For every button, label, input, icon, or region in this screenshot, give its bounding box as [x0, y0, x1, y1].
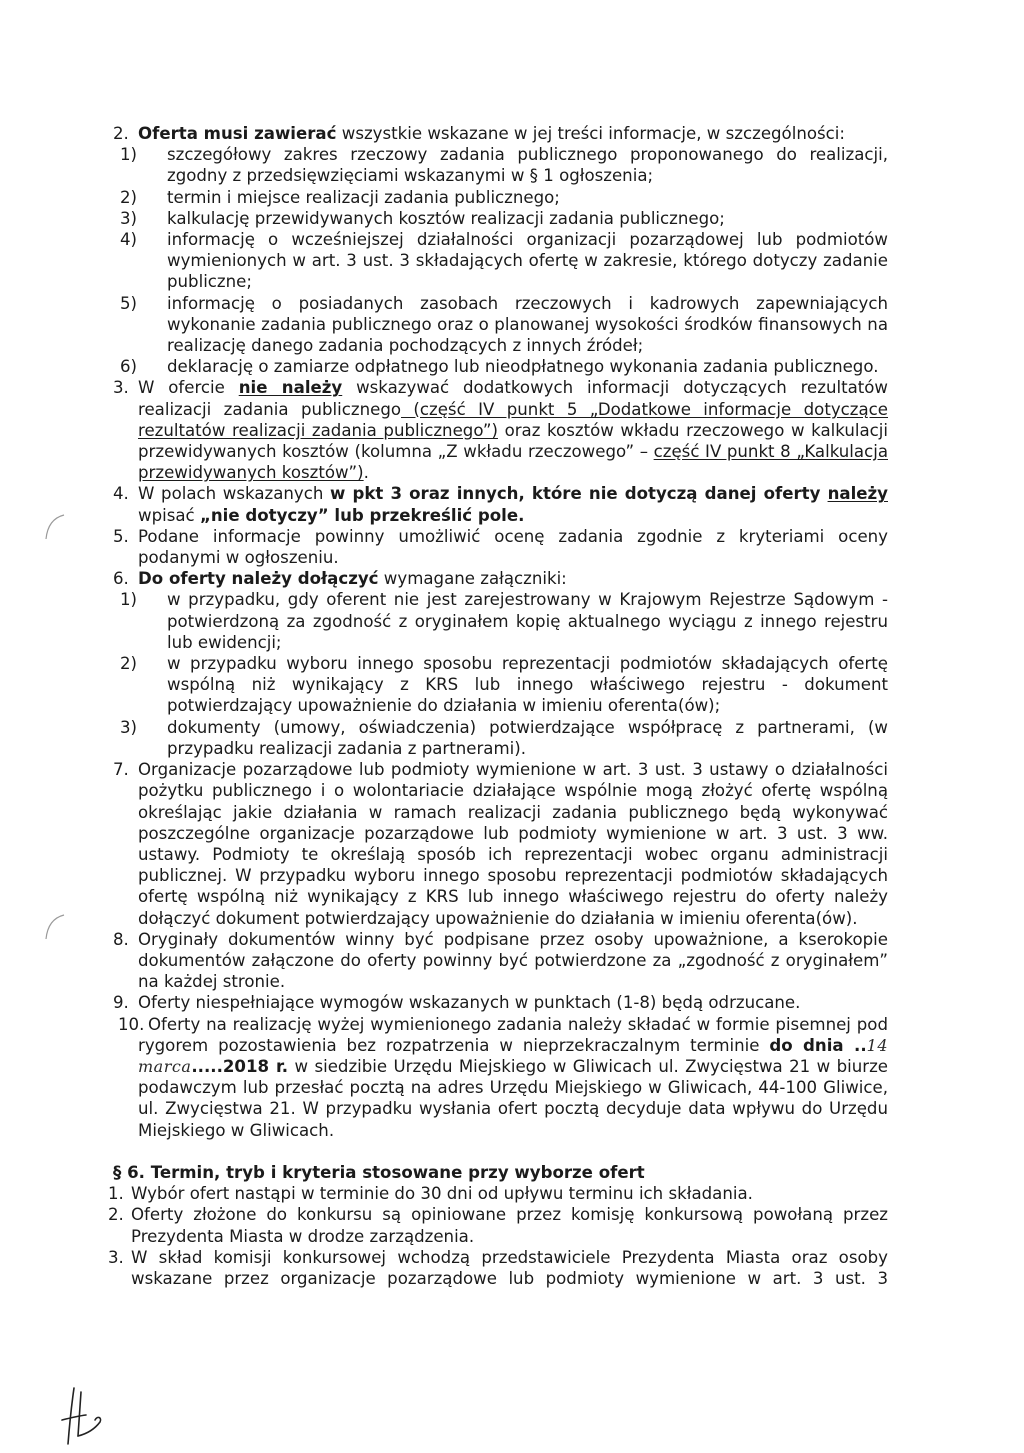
item-6-sub-3-text: dokumenty (umowy, oświadczenia) potwierdzające współpracę z partnerami, (w przypadku realizacji zadania z partnerami).: [167, 717, 888, 758]
section-6-item-3: [108, 1247, 888, 1289]
item-4-emphasis-nalezy: należy: [827, 484, 888, 504]
item-3-emphasis-nie-nalezy: nie należy: [238, 378, 343, 398]
item-2-sub-6-number: 6): [120, 357, 138, 377]
item-10: [118, 1014, 888, 1141]
section-6-item-2: [108, 1204, 888, 1246]
item-2-sub-5-text: informację o posiadanych zasobach rzeczowych i kadrowych zapewniających wykonanie zadania publicznego oraz o planowanej wysokości środków finansowych na realizację danego zadania pochodzących z innych źródeł;: [167, 293, 888, 356]
item-3-text-middle: wskazywać dodatkowych informacji dotyczących rezultatów realizacji zadania publicznego: [138, 378, 888, 419]
section-6-item-1-text: Wybór ofert nastąpi w terminie do 30 dni od upływu terminu ich składania.: [131, 1184, 753, 1204]
item-2-sub-2-number: 2): [120, 187, 138, 207]
item-2-sub-6-text: deklarację o zamiarze odpłatnego lub nieodpłatnego wykonania zadania publicznego.: [167, 357, 879, 377]
item-10-number: 10.: [118, 1014, 145, 1034]
item-6-lead-bold: Do oferty należy dołączyć: [138, 569, 379, 589]
item-10-handwritten-date: 14 marca: [138, 1035, 888, 1076]
item-4: [113, 483, 888, 525]
item-2-sub-6: [120, 356, 888, 377]
item-3-number: 3.: [113, 378, 129, 398]
item-2-number: 2.: [113, 124, 129, 143]
item-2-sub-2: [120, 187, 888, 208]
item-4-text-wpisac: wpisać: [138, 505, 200, 525]
punch-hole-mark: [40, 505, 70, 545]
item-2: [113, 123, 888, 144]
item-6-number: 6.: [113, 569, 129, 589]
item-6-sub-1: [120, 589, 888, 653]
item-3-text-costs: oraz kosztów wkładu rzeczowego w kalkulacji przewidywanych kosztów (kolumna „Z wkładu rzeczowego” –: [138, 420, 888, 462]
item-9: [113, 992, 888, 1013]
item-8-text: Oryginały dokumentów winny być podpisane przez osoby upoważnione, a kserokopie dokumentów załączone do oferty powinny być potwierdzone za „zgodność z oryginałem” na każdej stronie.: [138, 929, 888, 992]
item-6-sub-2-text: w przypadku wyboru innego sposobu reprezentacji podmiotów składających ofertę wspólną niż wynikający z KRS lub innego właściwego rejestru - dokument potwierdzający upoważnienie do działania w imieniu oferenta(ów);: [167, 654, 888, 716]
handwritten-initials: [52, 1380, 122, 1450]
item-2-sub-5-number: 5): [120, 293, 138, 313]
item-2-sub-4-text: informację o wcześniejszej działalności organizacji pozarządowej lub podmiotów wymienionych w art. 3 ust. 3 składających ofertę w zakresie, którego dotyczy zadanie publiczne;: [167, 230, 888, 292]
item-6-sub-1-text: w przypadku, gdy oferent nie jest zarejestrowany w Krajowym Rejestrze Sądowym - potwierdzoną za zgodność z oryginałem kopię aktualnego wyciągu z innego rejestru lub ewidencji;: [167, 590, 888, 652]
section-6-item-3-text: W skład komisji konkursowej wchodzą przedstawiciele Prezydenta Miasta oraz osoby wskazane przez organizacje pozarządowe lub podmioty wymienione w art. 3 ust. 3: [131, 1247, 888, 1288]
item-4-number: 4.: [113, 484, 129, 504]
item-6-sub-2-number: 2): [120, 654, 138, 674]
section-6-item-3-number: 3.: [108, 1247, 124, 1267]
item-10-deadline-label: do dnia ..: [769, 1035, 867, 1055]
section-6-heading: § 6. Termin, tryb i kryteria stosowane przy wyborze ofert: [113, 1162, 645, 1182]
section-6-item-1: [108, 1183, 888, 1204]
item-10-text-end: w siedzibie Urzędu Miejskiego w Gliwicach ul. Zwycięstwa 21 w biurze podawczym lub przesłać pocztą na adres Urzędu Miejskiego w Gliwicach, 44-100 Gliwice, ul. Zwycięstwa 21. W przypadku wysłania ofert pocztą decyduje data wpływu do Urzędu Miejskiego w Gliwicach.: [138, 1056, 888, 1140]
item-6: [113, 568, 888, 589]
item-2-sub-5: [120, 293, 888, 357]
item-2-sub-1: [120, 144, 888, 186]
item-7-text: Organizacje pozarządowe lub podmioty wymienione w art. 3 ust. 3 ustawy o działalności pożytku publicznego i o wolontariacie działające wspólnie mogą złożyć ofertę wspólną określając jakie działania w ramach realizacji zadania publicznego będą wykonywać poszczególne organizacje pozarządowe lub podmioty wymienione w art. 3 ust. 3 ww. ustawy. Podmioty te określają sposób ich reprezentacji wobec organu administracji publicznej. W przypadku wyboru innego sposobu reprezentacji podmiotów składających ofertę wspólną niż wynikający z KRS lub innego właściwego rejestru do oferty należy dołączyć dokument potwierdzający upoważnienie do działania w imieniu oferenta(ów).: [138, 760, 888, 928]
item-2-sub-4: [120, 229, 888, 293]
item-7: [113, 759, 888, 929]
item-2-sub-3-text: kalkulację przewidywanych kosztów realizacji zadania publicznego;: [167, 208, 725, 228]
item-4-bold-fields: w pkt 3 oraz innych, które nie dotyczą danej oferty: [329, 484, 828, 504]
item-3-reference-part-iv-point-5: (część IV punkt 5 „Dodatkowe informacje dotyczące rezultatów realizacji zadania publicznego”): [138, 399, 888, 440]
item-2-sub-4-number: 4): [120, 230, 138, 250]
item-8-number: 8.: [113, 929, 129, 949]
section-6-item-2-number: 2.: [108, 1205, 124, 1225]
item-2-sub-3: [120, 208, 888, 229]
item-4-text-start: W polach wskazanych: [138, 484, 330, 504]
item-3-text-start: W ofercie: [138, 378, 239, 398]
item-10-deadline-year: .....2018 r.: [191, 1056, 289, 1076]
item-10-text-start: Oferty na realizację wyżej wymienionego zadania należy składać w formie pisemnej pod rygorem pozostawienia bez rozpatrzenia w nieprzekraczalnym terminie: [138, 1014, 888, 1055]
item-2-sub-1-number: 1): [120, 145, 138, 165]
item-3-text-end: .: [363, 463, 369, 483]
item-6-sub-2: [120, 653, 888, 717]
punch-hole-mark: [40, 905, 70, 945]
item-6-text: wymagane załączniki:: [378, 569, 567, 589]
document-body: [0, 123, 1024, 1289]
item-2-sub-1-text: szczegółowy zakres rzeczowy zadania publicznego proponowanego do realizacji, zgodny z przedsięwzięciami wskazanymi w § 1 ogłoszenia;: [167, 145, 888, 186]
item-3: [113, 377, 888, 483]
item-8: [113, 929, 888, 993]
item-9-number: 9.: [113, 993, 129, 1013]
item-2-sub-3-number: 3): [120, 208, 138, 228]
item-6-sub-3-number: 3): [120, 717, 138, 737]
item-2-lead-bold: Oferta musi zawierać: [138, 124, 337, 143]
item-3-reference-part-iv-point-8: część IV punkt 8 „Kalkulacja przewidywanych kosztów”): [138, 442, 888, 483]
item-6-sub-1-number: 1): [120, 590, 138, 610]
item-4-bold-nie-dotyczy: „nie dotyczy” lub przekreślić pole.: [199, 505, 525, 525]
section-6-item-2-text: Oferty złożone do konkursu są opiniowane przez komisję konkursową powołaną przez Prezydenta Miasta w drodze zarządzenia.: [131, 1205, 888, 1246]
item-5-number: 5.: [113, 526, 129, 546]
item-9-text: Oferty niespełniające wymogów wskazanych w punktach (1-8) będą odrzucane.: [138, 993, 801, 1013]
item-2-text: wszystkie wskazane w jej treści informacje, w szczególności:: [336, 124, 845, 143]
item-7-number: 7.: [113, 760, 129, 780]
item-5: [113, 526, 888, 568]
item-5-text: Podane informacje powinny umożliwić ocenę zadania zgodnie z kryteriami oceny podanymi w ogłoszeniu.: [138, 526, 888, 568]
section-6-item-1-number: 1.: [108, 1184, 124, 1204]
item-6-sub-3: [120, 717, 888, 759]
item-2-sub-2-text: termin i miejsce realizacji zadania publicznego;: [167, 187, 560, 207]
